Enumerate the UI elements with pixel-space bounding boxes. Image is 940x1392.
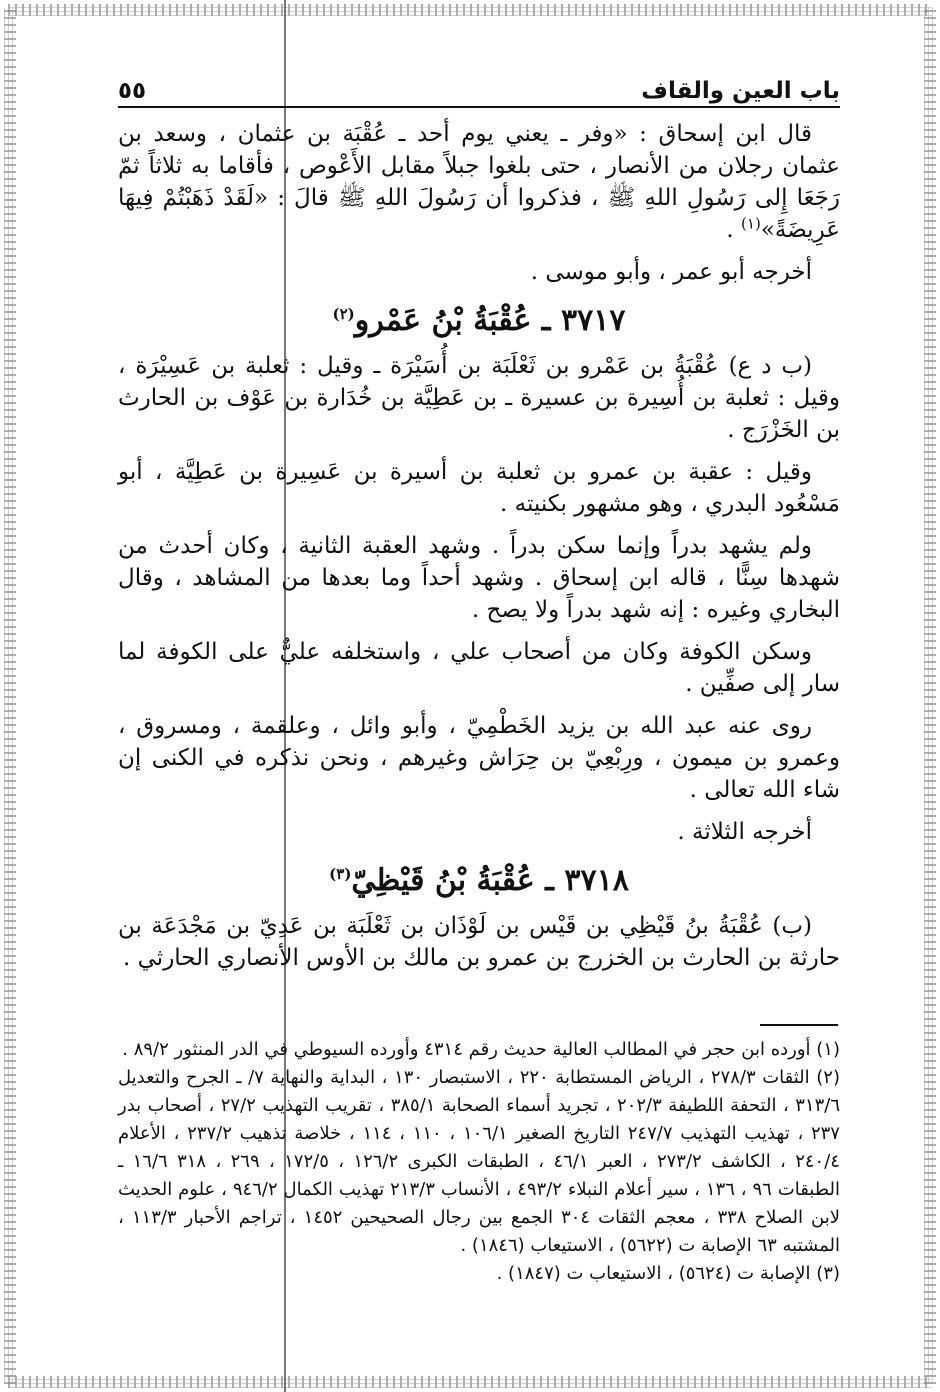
decorative-border-left: [4, 8, 16, 1384]
paragraph: روى عنه عبد الله بن يزيد الخَطْمِيّ ، وأبو وائل ، وعلقمة ، ومسروق ، وعمرو بن ميمون ، ورِبْعِيّ بن حِرَاش وغيرهم ، ونحن نذكره في الكنى إن شاء الله تعالى .: [118, 713, 840, 803]
footnote-ref: (١): [741, 214, 761, 233]
entry-title: [118, 862, 840, 900]
entry-title-text: ٣٧١٨ ـ عُقْبَةُ بْنُ قَيْظِيّ: [351, 863, 629, 898]
entry-title-text: ٣٧١٧ ـ عُقْبَةُ بْنُ عَمْرو: [354, 303, 626, 338]
footnote-rule: [760, 1024, 838, 1026]
footnote-ref: (٣): [329, 865, 352, 883]
footnote: (١) أورده ابن حجر في المطالب العالية حديث رقم ٤٣١٤ وأورده السيوطي في الدر المنثور ٨٩/٢ .: [122, 1039, 840, 1060]
paragraph-text: .: [726, 217, 742, 243]
chapter-title: باب العين والقاف: [641, 78, 840, 104]
decorative-border-bottom: [8, 1376, 932, 1388]
footnote-ref: (٢): [332, 305, 355, 323]
page-header: [118, 60, 840, 104]
paragraph: أخرجه الثلاثة .: [677, 819, 812, 845]
footnote: (٢) الثقات ٢٧٨/٣ ، الرياض المستطابة ٢٢٠ ، الاستبصار ١٣٠ ، البداية والنهاية ٧/ ـ الجرح والتعديل ٣١٣/٦ ، التحفة اللطيفة ٢٠٢/٣ ، تجريد أسماء الصحابة ٣٨٥/١ ، تقريب التهذيب ٢٧/٢ ، أصحاب بدر ٢٣٧ ، تهذيب التهذيب ٢٤٧/٧ التاريخ الصغير ١٠٦/١ ، ١١٠ ، ١١٤ ، خلاصة تذهيب ٢٣٧/٢ ، الأعلام ٢٤٠/٤ ، الكاشف ٢٧٣/٢ ، العبر ٤٦/١ ، الطبقات الكبرى ١٢٦/٢ ، ١٧٢/٥ ، ٢٦٩ ، ٣١٨ ١٦/٦ ـ الطبقات ٩٦ ، ١٣٦ ، سير أعلام النبلاء ٤٩٣/٢ ، الأنساب ٢١٣/٣ تهذيب الكمال ٩٤٦/٢ ، علوم الحديث لابن الصلاح ٣٣٨ ، معجم الثقات ٣٠٤ الجمع بين رجال الصحيحين ١٤٥٢ ، تراجم الأحبار ١١٣/٣ ، المشتبه ٦٣ الإصابة ت (٥٦٢٢) ، الاستيعاب (١٨٤٦) .: [118, 1067, 841, 1256]
decorative-border-top: [8, 4, 932, 16]
page-number: ٥٥: [118, 78, 147, 104]
footnotes: [118, 1036, 840, 1288]
paragraph: أخرجه أبو عمر ، وأبو موسى .: [530, 259, 812, 285]
paragraph-text: قال ابن إسحاق : «وفر ـ يعني يوم أحد ـ عُقْبَة بن عثمان ، وسعد بن عثمان رجلان من الأنصار ، حتى بلغوا جبلاً مقابل الأَعْوص ، فأقاما به ثلاثاً ثمّ رَجَعَا إِلى رَسُولِ اللهِ ﷺ ، فذكروا أن رَسُولَ اللهِ ﷺ قالَ : «لَقَدْ ذَهَبْتُمْ فِيهَا عَرِيضَةً»: [118, 121, 840, 243]
paragraph: [118, 118, 840, 246]
header-rule: [118, 106, 840, 108]
paragraph: (ب د ع) عُقْبَةُ بن عَمْرو بن ثَعْلَبَة بن أُسَيْرَة ـ وقيل : ثعلبة بن عَسِيْرَة ، وقيل : ثعلبة بن أُسِيرة بن عسيرة ـ بن عَطِيَّة بن خُدَارة بن عَوْف بن الحارث بن الخَزْرَج .: [118, 353, 840, 443]
paragraph: وسكن الكوفة وكان من أصحاب علي ، واستخلفه عليٌّ على الكوفة لما سار إلى صفِّين .: [118, 639, 840, 697]
paragraph: (ب) عُقْبَةُ بنُ قَيْظِي بن قَيْس بن لَوْذَان بن ثَعْلَبَة بن عَدِيّ بن مَجْدَعَة بن حارثة بن الحارث بن الخزرج بن عمرو بن مالك بن الأوس الأنصاري الحارثي .: [118, 913, 840, 971]
paragraph: وقيل : عقبة بن عمرو بن ثعلبة بن أسيرة بن عَسِيرة بن عَطِيَّة ، أبو مَسْعُود البدري ، وهو مشهور بكنيته .: [118, 459, 840, 517]
decorative-border-right: [924, 8, 936, 1384]
main-text: [118, 118, 840, 984]
footnote: (٣) الإصابة ت (٥٦٢٤) ، الاستيعاب ت (١٨٤٧) .: [496, 1263, 840, 1284]
paragraph: ولم يشهد بدراً وإنما سكن بدراً . وشهد العقبة الثانية ، وكان أحدث من شهدها سِنًّا ، قاله ابن إسحاق . وشهد أحداً وما بعدها من المشاهد ، وقال البخاري وغيره : إنه شهد بدراً ولا يصح .: [118, 533, 840, 623]
entry-title: [118, 302, 840, 340]
